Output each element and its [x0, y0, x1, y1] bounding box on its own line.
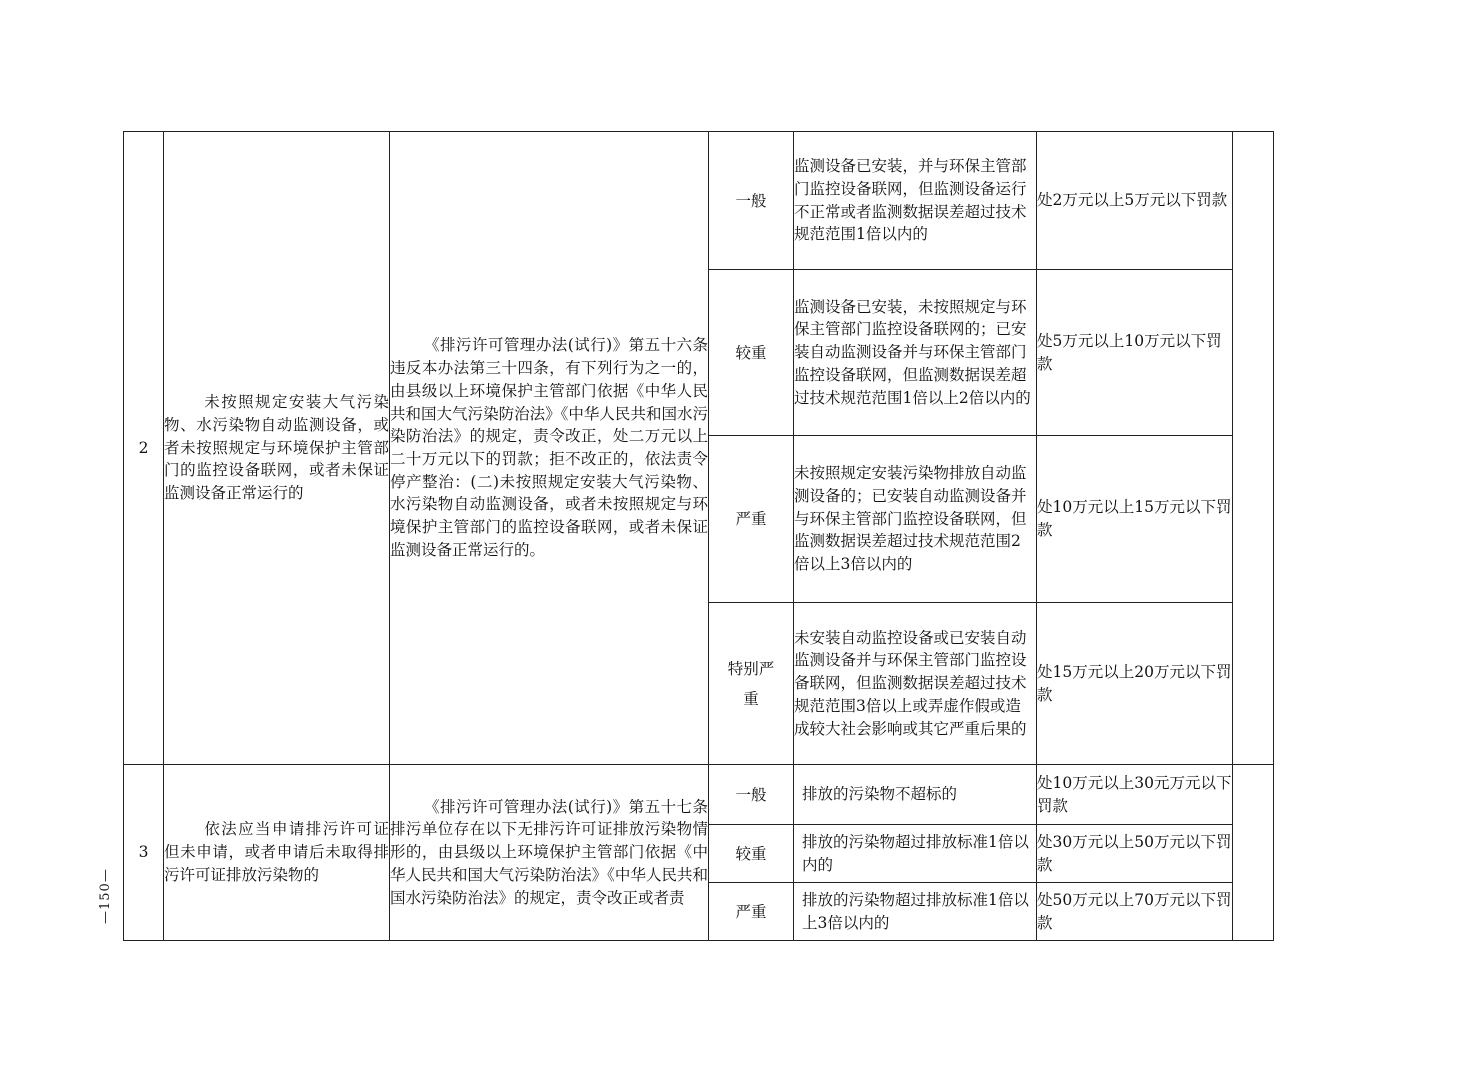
severity-level: 一般 — [709, 132, 794, 270]
severity-level: 严重 — [709, 883, 794, 941]
penalty-amount: 处50万元以上70万元以下罚款 — [1037, 883, 1233, 941]
violation-description: 依法应当申请排污许可证但未申请，或者申请后未取得排污许可证排放污染物的 — [164, 765, 390, 941]
row-index: 2 — [124, 132, 164, 765]
legal-basis: 《排污许可管理办法(试行)》第五十七条排污单位存在以下无排污许可证排放污染物情形的，由县级以上环境保护主管部门依据《中华人民共和国大气污染防治法》《中华人民共和国水污染防治法》的规定，责令改正或者责 — [390, 765, 709, 941]
violation-condition: 监测设备已安装，并与环保主管部门监控设备联网，但监测设备运行不正常或者监测数据误差超过技术规范范围1倍以内的 — [794, 132, 1037, 270]
row-index: 3 — [124, 765, 164, 941]
violation-condition: 未按照规定安装污染物排放自动监测设备的；已安装自动监测设备并与环保主管部门监控设备联网，但监测数据误差超过技术规范范围2倍以上3倍以内的 — [794, 436, 1037, 603]
severity-level: 较重 — [709, 825, 794, 883]
page-number: —150— — [98, 868, 113, 924]
penalty-table — [123, 131, 1274, 941]
severity-level: 严重 — [709, 436, 794, 603]
violation-description: 未按照规定安装大气污染物、水污染物自动监测设备，或者未按照规定与环境保护主管部门的监控设备联网，或者未保证监测设备正常运行的 — [164, 132, 390, 765]
remarks-cell — [1233, 765, 1274, 941]
violation-condition: 排放的污染物超过排放标准1倍以内的 — [794, 825, 1037, 883]
severity-level: 较重 — [709, 270, 794, 436]
remarks-cell — [1233, 132, 1274, 765]
table-row — [124, 765, 1274, 825]
penalty-amount: 处15万元以上20万元以下罚款 — [1037, 603, 1233, 765]
violation-condition: 排放的污染物不超标的 — [794, 765, 1037, 825]
table-row — [124, 132, 1274, 270]
penalty-amount: 处10万元以上30元万元以下罚款 — [1037, 765, 1233, 825]
severity-level: 一般 — [709, 765, 794, 825]
severity-level: 特别严重 — [709, 603, 794, 765]
penalty-amount: 处2万元以上5万元以下罚款 — [1037, 132, 1233, 270]
penalty-amount: 处10万元以上15万元以下罚款 — [1037, 436, 1233, 603]
violation-condition: 监测设备已安装，未按照规定与环保主管部门监控设备联网的；已安装自动监测设备并与环保主管部门监控设备联网，但监测数据误差超过技术规范范围1倍以上2倍以内的 — [794, 270, 1037, 436]
legal-basis: 《排污许可管理办法(试行)》第五十六条违反本办法第三十四条，有下列行为之一的，由县级以上环境保护主管部门依据《中华人民共和国大气污染防治法》《中华人民共和国水污染防治法》的规定，责令改正，处二万元以上二十万元以下的罚款；拒不改正的，依法责令停产整治：(二)未按照规定安装大气污染物、水污染物自动监测设备，或者未按照规定与环境保护主管部门的监控设备联网，或者未保证监测设备正常运行的。 — [390, 132, 709, 765]
penalty-amount: 处30万元以上50万元以下罚款 — [1037, 825, 1233, 883]
violation-condition: 排放的污染物超过排放标准1倍以上3倍以内的 — [794, 883, 1037, 941]
penalty-amount: 处5万元以上10万元以下罚款 — [1037, 270, 1233, 436]
violation-condition: 未安装自动监控设备或已安装自动监测设备并与环保主管部门监控设备联网，但监测数据误差超过技术规范范围3倍以上或弄虚作假或造成较大社会影响或其它严重后果的 — [794, 603, 1037, 765]
